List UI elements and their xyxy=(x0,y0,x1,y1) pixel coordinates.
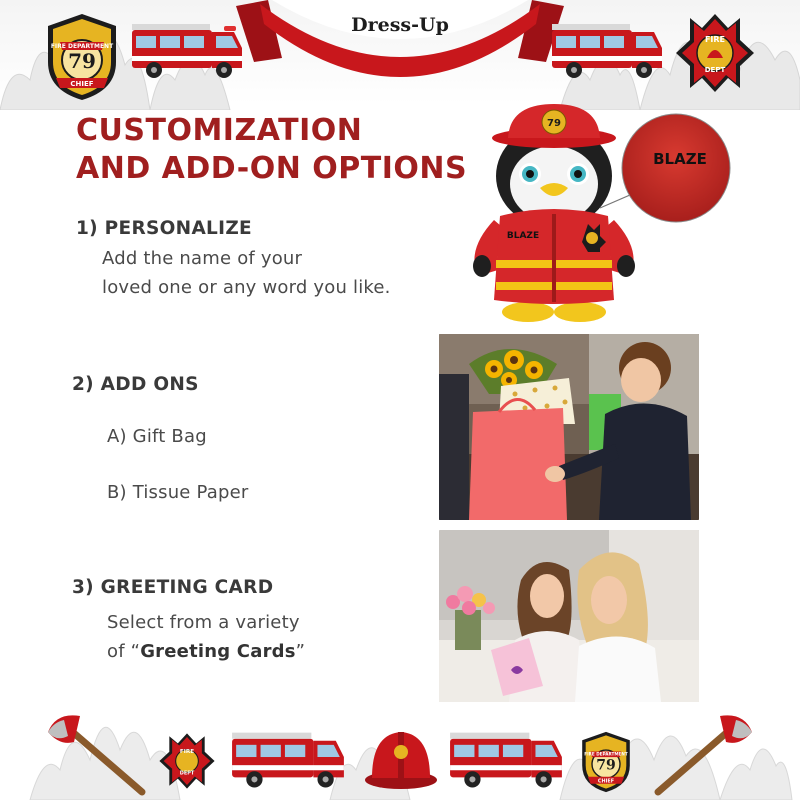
fire-truck-icon xyxy=(228,716,350,794)
gift-bag-photo xyxy=(439,334,699,520)
greeting-card-description xyxy=(107,608,305,666)
jacket-name-tag: BLAZE xyxy=(506,231,540,241)
personalize-line-2: loved one or any word you like. xyxy=(102,277,391,298)
chief-badge-icon xyxy=(42,12,122,102)
closeup-name-text: BLAZE xyxy=(653,150,707,168)
option-tissue-paper xyxy=(107,482,248,503)
chief-badge-top-text: FIRE DEPARTMENT xyxy=(50,43,114,50)
name-closeup-circle xyxy=(620,112,732,224)
option-gift-bag-letter: A) xyxy=(107,426,127,447)
personalize-line-1: Add the name of your xyxy=(102,248,303,269)
personalize-description xyxy=(102,244,391,302)
banner-title: Dress-Up xyxy=(351,14,449,36)
greeting-card-line-1: Select from a variety xyxy=(107,612,300,633)
firefighter-helmet-icon xyxy=(362,726,440,792)
fire-dept-maltese-cross-icon xyxy=(674,12,756,94)
chief-badge-icon xyxy=(578,730,634,794)
maltese-top-text: FIRE xyxy=(704,35,726,44)
fire-axe-icon xyxy=(654,712,754,796)
option-gift-bag-label: Gift Bag xyxy=(132,426,207,447)
title-line-1: CUSTOMIZATION xyxy=(76,113,363,148)
greeting-card-line-2-bold: Greeting Cards xyxy=(140,641,296,662)
fire-truck-icon xyxy=(128,8,248,84)
chief-badge-bottom-number: 79 xyxy=(596,757,616,774)
add-ons-heading: 2) ADD ONS xyxy=(72,374,199,395)
helmet-number: 79 xyxy=(547,118,561,129)
greeting-card-heading: 3) GREETING CARD xyxy=(72,577,274,598)
greeting-card-line-2-prefix: of “ xyxy=(107,641,141,662)
maltese-bottom-text: DEPT xyxy=(704,66,726,74)
option-gift-bag xyxy=(107,426,207,447)
greeting-card-photo xyxy=(439,530,699,702)
fire-dept-maltese-cross-icon xyxy=(158,732,216,790)
chief-badge-bottom-text: CHIEF xyxy=(70,80,94,88)
option-tissue-paper-letter: B) xyxy=(107,482,127,503)
greeting-card-line-2-suffix: ” xyxy=(295,641,306,662)
chief-badge-bottom-top-text: FIRE DEPARTMENT xyxy=(584,751,628,757)
maltese-bottom-bottom-text: DEPT xyxy=(179,770,195,777)
personalize-heading: 1) PERSONALIZE xyxy=(76,218,252,239)
fire-axe-icon xyxy=(46,712,146,796)
option-tissue-paper-label: Tissue Paper xyxy=(132,482,249,503)
fire-truck-icon xyxy=(548,8,668,84)
page-title xyxy=(76,112,467,188)
chief-badge-number: 79 xyxy=(68,49,96,73)
maltese-bottom-top-text: FIRE xyxy=(179,749,195,756)
title-line-2: AND ADD-ON OPTIONS xyxy=(76,151,468,186)
chief-badge-bottom-label: CHIEF xyxy=(597,778,615,785)
fire-truck-icon xyxy=(446,716,568,794)
